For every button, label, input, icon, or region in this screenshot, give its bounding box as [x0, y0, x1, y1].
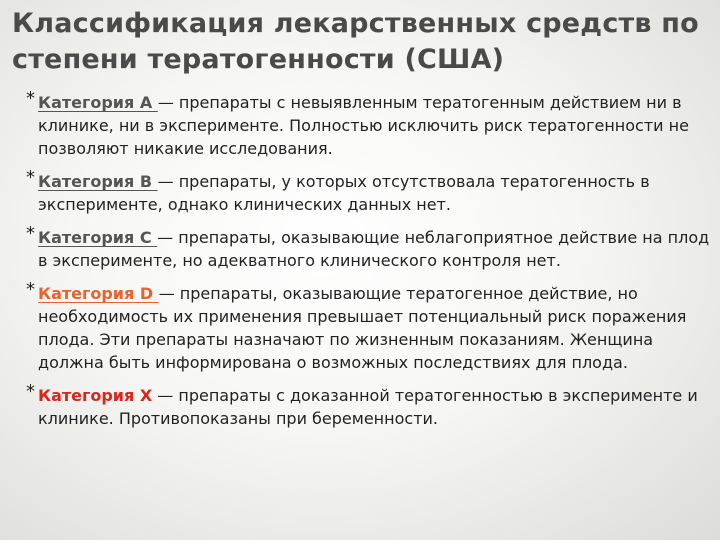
category-x-text: — препараты с доказанной тератогенностью в эксперименте и клинике. Противопоказаны при беременности.: [38, 386, 698, 428]
list-item-category-c: [26, 223, 710, 272]
list-item-category-x: [26, 381, 710, 430]
category-d-text: — препараты, оказывающие тератогенное действие, но необходимость их применения превышает потенциальный риск поражения плода. Эти препараты назначают по жизненным показаниям. Женщина должна быть информирована о возможных последствиях для плода.: [38, 284, 687, 372]
bullet-marker: *: [26, 88, 35, 109]
category-a-label: Категория А: [38, 93, 158, 112]
list-item-category-b: [26, 167, 710, 216]
category-a-text: — препараты с невыявленным тератогенным действием ни в клинике, ни в эксперименте. Полностью исключить риск тератогенности не позволяют никакие исследования.: [38, 93, 689, 158]
list-item-category-a: [26, 88, 710, 160]
bullet-marker: *: [26, 279, 35, 300]
category-x-label: Категория Х: [38, 386, 153, 405]
bullet-marker: *: [26, 167, 35, 188]
category-d-label: Категория D: [38, 284, 159, 303]
category-list: [26, 88, 710, 440]
bullet-marker: *: [26, 381, 35, 402]
list-item-category-d: [26, 279, 710, 374]
slide-title: Классификация лекарственных средств по степени тератогенности (США): [12, 8, 699, 75]
category-c-label: Категория С: [38, 228, 158, 247]
category-b-label: Категория В: [38, 172, 158, 191]
category-b-text: — препараты, у которых отсутствовала тератогенность в эксперименте, однако клинических данных нет.: [38, 172, 650, 214]
category-c-text: — препараты, оказывающие неблагоприятное действие на плод в эксперименте, но адекватного клинического контроля нет.: [38, 228, 710, 270]
bullet-marker: *: [26, 223, 35, 244]
